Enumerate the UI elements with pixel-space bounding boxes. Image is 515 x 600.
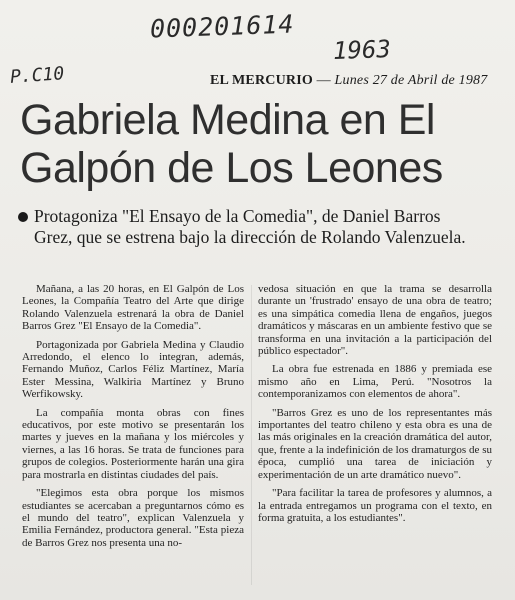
paragraph: La obra fue estrenada en 1886 y premiada ese mismo año en Lima, Perú. "Nosotros la contemporanizamos con elementos de ahora". bbox=[258, 363, 492, 401]
masthead bbox=[210, 73, 487, 89]
paragraph: vedosa situación en que la trama se desarrolla durante un 'frustrado' ensayo de una obra de teatro; es una simpática comedia llena de engaños, juegos dramáticos y máscaras en un ambiente festivo que se transforma en una invitación a la participación del público espectador". bbox=[258, 283, 492, 358]
column-divider bbox=[251, 285, 252, 585]
deck-text: Protagoniza "El Ensayo de la Comedia", de Daniel Barros Grez, que se estrena bajo la dirección de Rolando Valenzuela. bbox=[34, 206, 466, 247]
bullet-icon bbox=[18, 212, 28, 222]
paragraph: Portagonizada por Gabriela Medina y Claudio Arredondo, el elenco lo integran, además, Fernando Muñoz, Carlos Féliz Martínez, María Ester Messina, Walkiria Martínez y Bruno Werfikowsky. bbox=[22, 338, 244, 401]
publication-date: Lunes 27 de Abril de 1987 bbox=[334, 73, 488, 88]
paragraph: "Elegimos esta obra porque los mismos estudiantes se acercaban a preguntarnos cómo es el mundo del teatro", explican Valenzuela y Emilia Fernández, productora general. "Esta pieza de Barros Grez nos presenta una no- bbox=[22, 487, 244, 549]
paragraph: La compañía monta obras con fines educativos, por este motivo se presentarán los martes y jueves en la mañana y los miércoles y viernes, a las 16 horas. Se trata de funciones para grupos de colegios. Posteriormente harán una gira para mostrarla en distintas ciudades del país. bbox=[22, 406, 244, 481]
handwritten-year: 1963 bbox=[332, 34, 392, 66]
article-deck bbox=[18, 206, 483, 248]
paragraph: "Para facilitar la tarea de profesores y alumnos, a la entrada entregamos un programa con el texto, en forma gratuita, a los estudiantes". bbox=[258, 487, 492, 524]
article-headline: Gabriela Medina en El Galpón de Los Leones bbox=[20, 96, 443, 192]
paragraph: Mañana, a las 20 horas, en El Galpón de Los Leones, la Compañía Teatro del Arte que dirige Rolando Valenzuela estrenará la obra de Daniel Barros Grez "El Ensayo de la Comedia". bbox=[22, 283, 244, 333]
publication-name: EL MERCURIO bbox=[210, 73, 313, 88]
masthead-separator: — bbox=[312, 73, 335, 88]
article-column-1 bbox=[22, 283, 244, 555]
handwritten-archive-id: 000201614 bbox=[149, 9, 295, 44]
handwritten-file-code: P.C10 bbox=[9, 63, 65, 88]
article-column-2 bbox=[258, 283, 492, 530]
paragraph: "Barros Grez es uno de los representantes más importantes del teatro chileno y esta obra es una de las más originales en la creación dramática del autor, que, frente a la indefinición de los dramaturgos de su época, cumplió una tarea de iniciación y experimentación de un arte dramático nuevo". bbox=[258, 406, 492, 481]
